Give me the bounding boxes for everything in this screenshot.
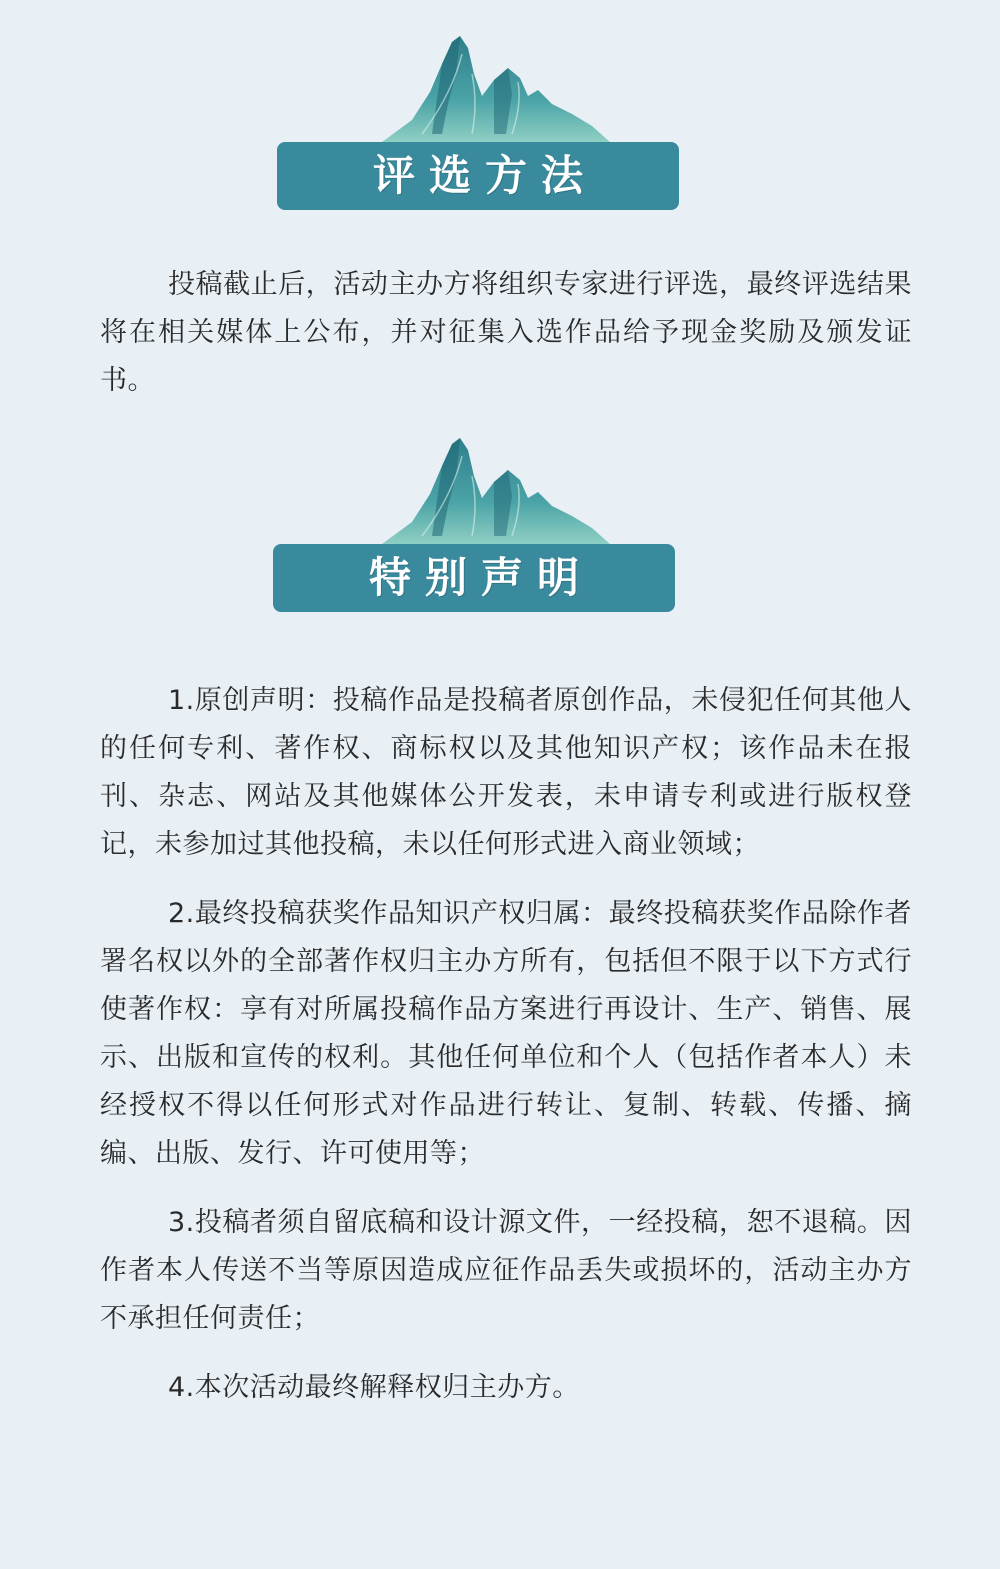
mountain-icon (382, 436, 612, 546)
declaration-item-1: 1.原创声明：投稿作品是投稿者原创作品，未侵犯任何其他人的任何专利、著作权、商标权以及其他知识产权；该作品未在报刊、杂志、网站及其他媒体公开发表，未申请专利或进行版权登记，未参加过其他投稿，未以任何形式进入商业领域； (100, 685, 912, 860)
declaration-item-2: 2.最终投稿获奖作品知识产权归属：最终投稿获奖作品除作者署名权以外的全部著作权归主办方所有，包括但不限于以下方式行使著作权：享有对所属投稿作品方案进行再设计、生产、销售、展示、出版和宣传的权利。其他任何单位和个人（包括作者本人）未经授权不得以任何形式对作品进行转让、复制、转载、传播、摘编、出版、发行、许可使用等； (100, 898, 912, 1169)
mountain-icon (382, 34, 612, 144)
section-title-evaluation: 评选方法 (277, 142, 679, 210)
declaration-item-3: 3.投稿者须自留底稿和设计源文件，一经投稿，恕不退稿。因作者本人传送不当等原因造成应征作品丢失或损坏的，活动主办方不承担任何责任； (100, 1207, 912, 1334)
evaluation-paragraph: 投稿截止后，活动主办方将组织专家进行评选，最终评选结果将在相关媒体上公布，并对征集入选作品给予现金奖励及颁发证书。 (100, 269, 912, 396)
declaration-item-4: 4.本次活动最终解释权归主办方。 (168, 1372, 580, 1403)
section-title-declaration: 特别声明 (273, 544, 675, 612)
